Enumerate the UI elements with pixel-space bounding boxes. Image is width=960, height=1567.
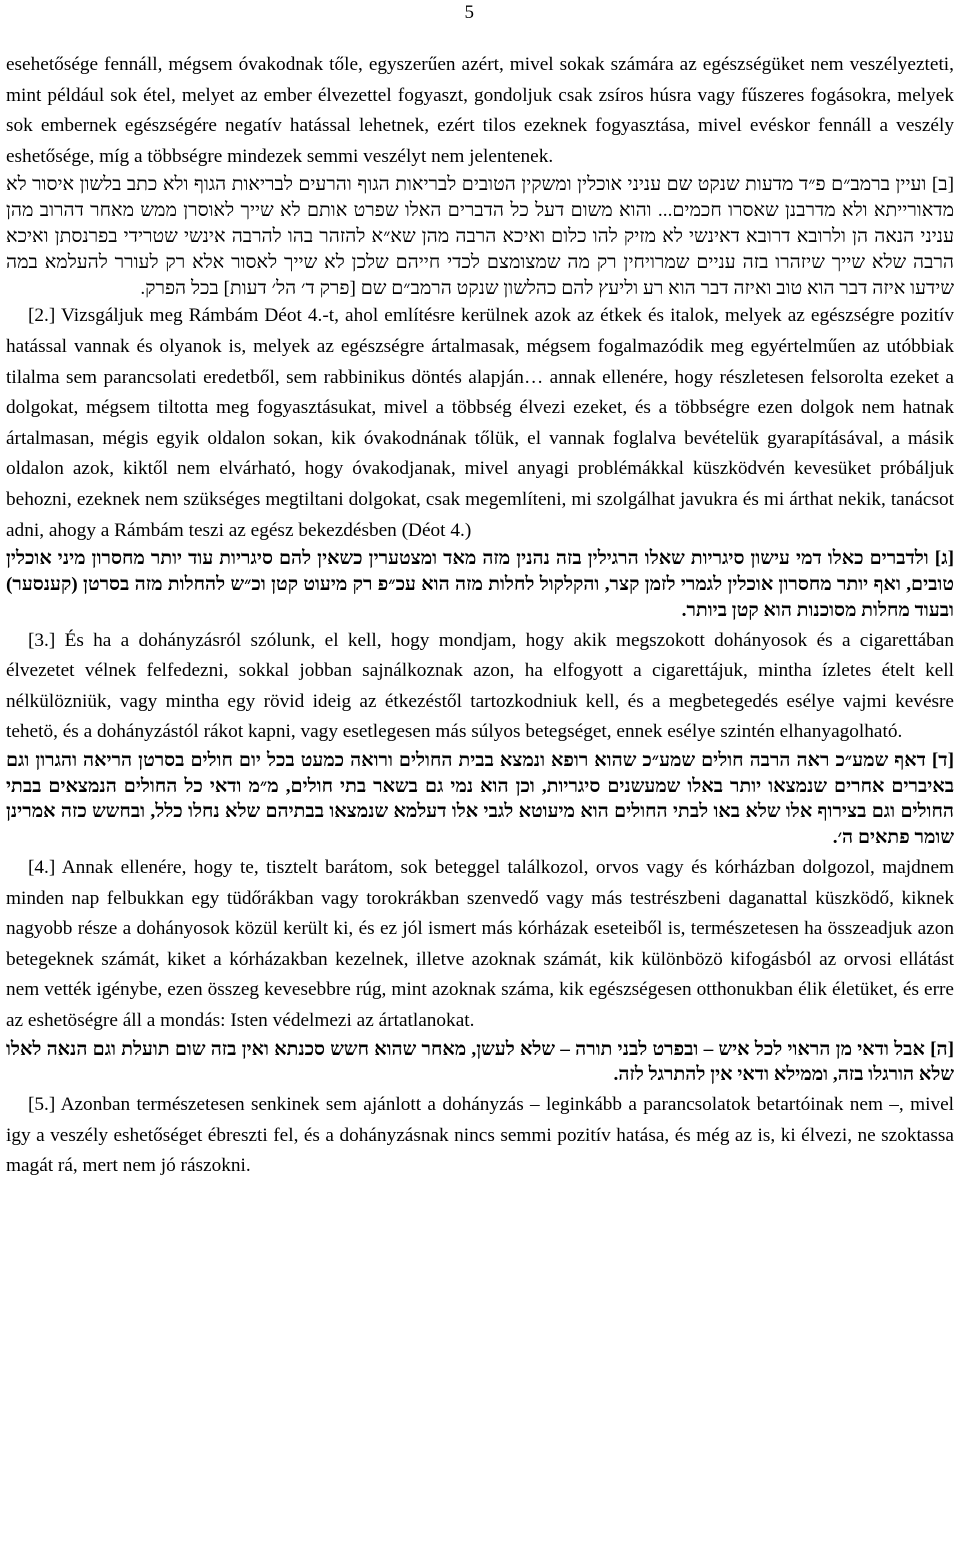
paragraph-hu-3: [3.] És ha a dohányzásról szólunk, el kell, hogy mondjam, hogy akik megszokott dohányosok és a cigarettában élvezetet vélnek felfedezni, sokkal jobban sajnálkoznak azon, ha elfogyott a cigarettájuk, mintha ízletes ételt kell nélkülözniük, vagy mintha egy rövid ideig az étkezéstől tartozkodniuk kell, és a megbetegedés esélye vajmi kevésre tehetö, és a dohányzástól rákot kapni, vagy esetlegesen más súlyos betegséget, ennek esélye szintén elhanyagolható. (6, 629, 954, 743)
paragraph-hu-2: [2.] Vizsgáljuk meg Rámbám Déot 4.-t, ahol említésre kerülnek azok az étkek és italok, melyek az egészségre pozitív hatással vannak és olyanok is, melyek az egészségre ártalmasak, mégsem fogalmazódik meg egyértelműen az utóbbiak tilalma sem parancsolati eredetből, sem rabbinikus döntés alapján… annak ellenére, hogy részletesen felsorolta ezeket a dolgokat, mégsem tiltotta meg fogyasztásukat, mivel a többség élvezi ezeket, és a többségre ezen dolgok nem hatnak ártalmasan, mégis egyik oldalon sokan, kik óvakodnának tőlük, el vannak foglalva bevételük gyarapításával, a másik oldalon azok, kiktől nem elvárható, hogy óvakodjanak, mivel anyagi problémákkal küszködvén kevesüket próbáljuk behozni, ezeknek nem szükséges megtiltani dolgokat, csak megemlíteni, mi szolgálhat javukra és mi árthat nekik, tanácsot adni, ahogy a Rámbám teszi az egész bekezdésben (Déot 4.) (6, 305, 954, 541)
document-body (6, 50, 954, 1182)
page-number: 5 (464, 2, 474, 23)
paragraph-he-dalet: [ד] דאף שמע״כ ראה הרבה חולים שמע״כ שהוא רופא ונמצא בבית החולים ורואה כמעט בכל יום חולים בסרטן הריאה והגרון וגם באיברים אחרים שנמצאו יותר באלו שמעשנים סיגריות, וכן הוא נמי גם בשאר בתי חולים, מ״מ ודאי כל החולים הנמצאים בבתי החולים וגם בצירוף אלו שלא באו לבתי החולים הוא מיעוטא לגבי אלו דעלמא שנמצאו בבתיהם שלא נחלו כלל, ובחשש כזה אמרינן שומר פתאים ה׳. (6, 749, 954, 849)
paragraph-he-he: [ה] אבל ודאי מן הראוי לכל איש – ובפרט לבני תורה – שלא לעשן, מאחר שהוא חשש סכנתא ואין בזה שום תועלת וגם הנאה לאלו שלא הורגלו בזה, וממילא ודאי אין להתרגל לזה. (6, 1038, 954, 1086)
paragraph-hu-4: [4.] Annak ellenére, hogy te, tisztelt barátom, sok beteggel találkozol, orvos vagy és kórházban dolgozol, majdnem minden nap felbukkan egy tüdőrákban vagy torokrákban szenvedő vagy más testrészbeni daganattal küszködő, kiknek nagyobb része a dohányosok közül került ki, és ez jól ismert más kórházak eseteiből is, természetesen ha összeadjuk azon betegeknek számát, kiket a kórházakban kezelnek, illetve azoknak számát, kik különbözö kifogásból az orvosi ellátást nem vették igénybe, ezen összeg kevesebbre rúg, mint azoknak száma, kik egészségesen otthonukban élik életüket, és erre az eshetöségre áll a mondás: Isten védelmezi az ártatlanokat. (6, 857, 954, 1032)
paragraph-hu-continuation: esehetősége fennáll, mégsem óvakodnak tőle, egyszerűen azért, mivel sokak számára az egészségüket nem veszélyezteti, mint például sok étel, melyet az ember élvezettel fogyaszt, gondoljuk csak zsíros húsra vagy fűszeres fogásokra, melyek sok embernek egészségére negatív hatással lehetnek, ezért tilos ezeknek fogyasztása, mivel evéskor fennáll a veszély eshetősége, míg a többségre mindezek semmi veszélyt nem jelentenek. (6, 54, 954, 167)
paragraph-he-bet: [ב] ועיין ברמב״ם פ״ד מדעות שנקט שם עניני אוכלין ומשקין הטובים לבריאות הגוף והרעים לבריאות הגוף ולא כתב בלשון איסור לא מדאורייתא ולא מדרבנן שאסרו חכמים... והוא משום דעל כל הדברים האלו שפרט אותם לא שייך לאוסרן ממש מאחר דהרוב מהן עניני הנאה הן ולרובא דרובא דאינשי לא מזיק להו כלום ואיכא הרבה מהן שא״א להזהר בהו להרבה אינשי שטרידי בפרנסתן ואיכא הרבה שלא שייך שיזהרו בזה עניים שמרויחין רק מה שמצומצם לכדי חייהם שלכן לא שייך לאסור אלא רק לעורר להעלמא במה שידעו איזה דבר הוא טוב ואיזה דבר הוא רע וליעץ להם כהלשון שנקט הרמב״ם שם [פרק ד׳ הל׳ דעות] בכל הפרק. (6, 174, 954, 299)
paragraph-hu-5: [5.] Azonban természetesen senkinek sem ajánlott a dohányzás – leginkább a parancsolatok betartóinak nem –, mivel igy a veszély eshetőséget ébreszti fel, és a dohányzásnak nincs semmi pozitív hatása, és még az is, ki élvezi, ne szoktassa magát rá, mert nem jó rászokni. (6, 1094, 954, 1177)
document-page (6, 0, 954, 1567)
paragraph-he-gimel: [ג] ולדברים כאלו דמי עישון סיגריות שאלו הרגילין בזה נהנין מזה מאד ומצטערין כשאין להם סיגריות עוד יותר מחסרון מיני אוכלין טובים, ואף יותר מחסרון אוכלין לגמרי לזמן קצר, והקלקול לחלות מזה הוא עכ״פ רק מיעוט קטן וכ״ש להחלות מזה בסרטן (קענסער) ובעוד מחלות מסוכנות הוא קטן ביותר. (6, 548, 954, 621)
